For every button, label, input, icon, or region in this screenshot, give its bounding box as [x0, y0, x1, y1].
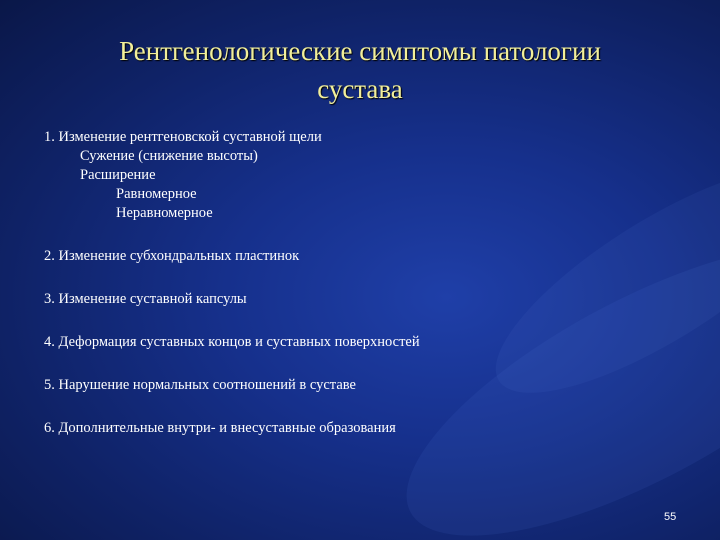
slide-title-line-1: Рентгенологические симптомы патологии [119, 36, 601, 66]
list-item-4: 4. Деформация суставных концов и суставных поверхностей [44, 334, 420, 350]
list-item-1: 1. Изменение рентгеновской суставной щели [44, 129, 322, 145]
slide-title [40, 32, 680, 108]
list-subitem-narrowing: Сужение (снижение высоты) [80, 148, 258, 164]
list-subitem-uniform: Равномерное [116, 186, 197, 202]
list-subitem-nonuniform: Неравномерное [116, 205, 213, 221]
slide-title-line-2: сустава [317, 74, 403, 104]
list-item-3: 3. Изменение суставной капсулы [44, 291, 247, 307]
list-item-6: 6. Дополнительные внутри- и внесуставные образования [44, 420, 396, 436]
list-subitem-widening: Расширение [80, 167, 156, 183]
slide-body [44, 128, 684, 438]
list-item-2: 2. Изменение субхондральных пластинок [44, 248, 300, 264]
list-item-5: 5. Нарушение нормальных соотношений в суставе [44, 377, 356, 393]
page-number: 55 [664, 511, 677, 523]
